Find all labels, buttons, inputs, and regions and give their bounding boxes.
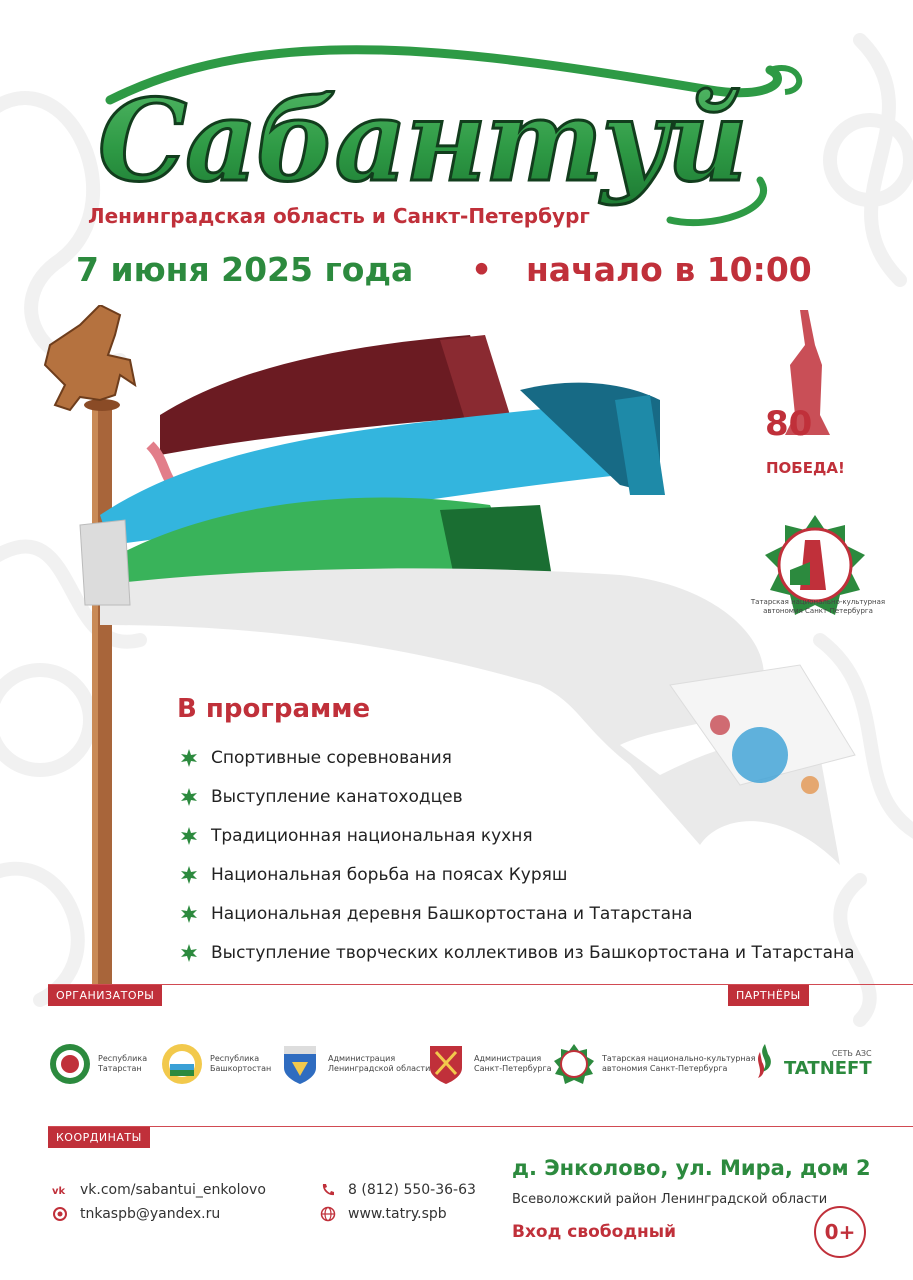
program-title: В программе <box>177 694 371 724</box>
ornament-bullet-icon <box>177 746 201 770</box>
ornament-bullet-icon <box>177 785 201 809</box>
vk-icon <box>52 1182 68 1198</box>
program-item-text: Выступление канатоходцев <box>211 786 463 807</box>
list-item <box>177 855 877 894</box>
globe-icon <box>320 1206 336 1222</box>
email-link[interactable]: tnkaspb@yandex.ru <box>80 1206 221 1222</box>
program-item-text: Национальная борьба на поясах Куряш <box>211 864 568 885</box>
site-link[interactable]: www.tatry.spb <box>348 1206 447 1222</box>
title-text: Сабантуй <box>98 76 746 207</box>
organizer-tatarstan <box>48 1036 147 1092</box>
list-item <box>177 816 877 855</box>
partner-brand: TATNEFT <box>784 1058 872 1079</box>
phone-icon <box>320 1182 336 1198</box>
organizer-bashkortostan <box>160 1036 271 1092</box>
list-item <box>177 777 877 816</box>
victory-80-badge <box>760 305 860 485</box>
organizer-name: Администрация Ленинградской области <box>328 1054 431 1073</box>
start-time: начало в 10:00 <box>526 250 812 289</box>
program-list <box>177 738 877 972</box>
contact-phone[interactable] <box>320 1182 476 1198</box>
organizer-tnka <box>552 1036 755 1092</box>
program-item-text: Спортивные соревнования <box>211 747 452 768</box>
event-date: 7 июня 2025 года <box>76 250 414 289</box>
organizers-tag: ОРГАНИЗАТОРЫ <box>48 985 162 1006</box>
tatneft-wordmark <box>784 1049 872 1079</box>
contact-site[interactable] <box>320 1206 447 1222</box>
organizer-name: Республика Башкортостан <box>210 1054 272 1073</box>
ornament-bullet-icon <box>177 941 201 965</box>
bashkortostan-emblem-icon <box>160 1042 204 1086</box>
partners-tag: ПАРТНЁРЫ <box>728 985 809 1006</box>
organizer-name: Республика Татарстан <box>98 1054 148 1073</box>
ornament-bullet-icon <box>177 824 201 848</box>
coordinates-tag: КООРДИНАТЫ <box>48 1127 150 1148</box>
tnka-caption: Татарская национально-культурная автономия Санкт-Петербурга <box>750 598 886 615</box>
leningrad-region-emblem-icon <box>278 1042 322 1086</box>
entry-info: Вход свободный <box>512 1222 677 1242</box>
list-item <box>177 894 877 933</box>
tatarstan-emblem-icon <box>48 1042 92 1086</box>
event-address: д. Энколово, ул. Мира, дом 2 <box>512 1156 871 1180</box>
ornament-bullet-icon <box>177 863 201 887</box>
contact-email[interactable] <box>52 1206 220 1222</box>
age-rating-badge: 0+ <box>814 1206 866 1258</box>
victory-label: ПОБЕДА! <box>766 459 845 477</box>
ornament-bullet-icon <box>177 902 201 926</box>
date-line <box>76 250 856 300</box>
program-item-text: Национальная деревня Башкортостана и Татарстана <box>211 903 693 924</box>
program-item-text: Выступление творческих коллективов из Башкортостана и Татарстана <box>211 942 855 963</box>
organizer-spb <box>424 1036 552 1092</box>
tnka-emblem-icon <box>552 1042 596 1086</box>
organizers-row <box>48 1036 878 1092</box>
spb-emblem-icon <box>424 1042 468 1086</box>
organizer-leningrad-region <box>278 1036 430 1092</box>
victory-number: 80 <box>765 404 813 444</box>
email-icon <box>52 1206 68 1222</box>
divider-coordinates <box>48 1126 913 1127</box>
contact-vk[interactable] <box>52 1182 266 1198</box>
partner-small: СЕТЬ АЗС <box>831 1049 872 1058</box>
vk-link[interactable]: vk.com/sabantui_enkolovo <box>80 1182 266 1198</box>
list-item <box>177 738 877 777</box>
event-district: Всеволожский район Ленинградской области <box>512 1192 828 1207</box>
tatneft-flame-icon <box>752 1042 778 1086</box>
horse-figure <box>45 305 135 410</box>
list-item <box>177 933 877 972</box>
organizer-name: Администрация Санкт-Петербурга <box>474 1054 552 1073</box>
svg-text:vk: vk <box>52 1186 66 1197</box>
partner-tatneft <box>752 1036 872 1092</box>
subtitle: Ленинградская область и Санкт-Петербург <box>88 204 590 228</box>
separator-dot: • <box>471 250 493 289</box>
program-item-text: Традиционная национальная кухня <box>211 825 533 846</box>
organizer-name: Татарская национально-культурная автономия Санкт-Петербурга <box>602 1054 756 1073</box>
phone-link[interactable]: 8 (812) 550-36-63 <box>348 1182 476 1198</box>
